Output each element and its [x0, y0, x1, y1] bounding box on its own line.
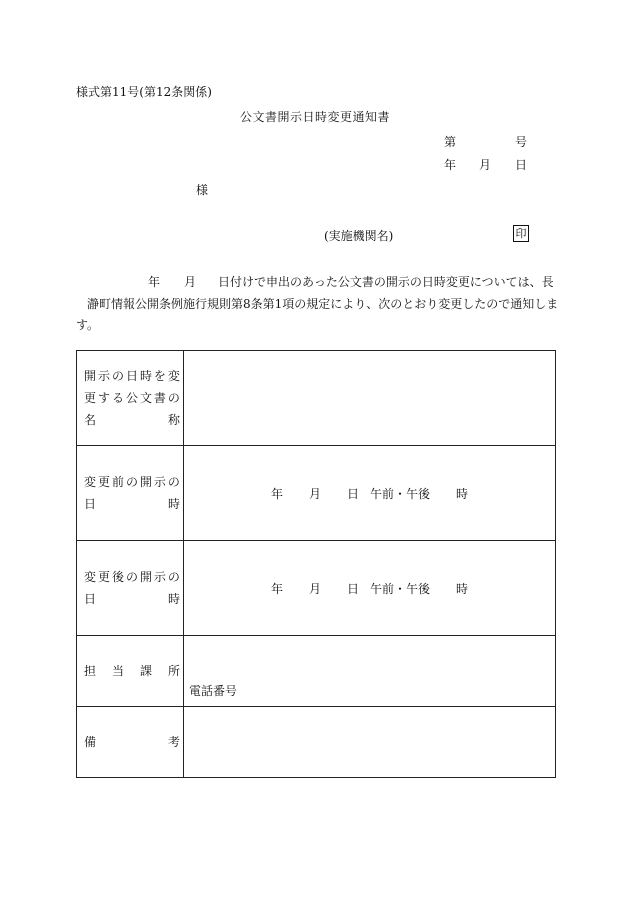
document-title: 公文書開示日時変更通知書: [239, 110, 390, 124]
label-line: [84, 409, 180, 431]
label-char: 変: [84, 570, 97, 584]
label-char: 考: [167, 735, 180, 749]
intro-line-1-text: 日付けで申出のあった公文書の開示の日時変更については、長: [218, 275, 554, 289]
label-line: [84, 493, 180, 515]
label-line: [84, 566, 180, 588]
value-remarks[interactable]: [184, 707, 556, 778]
date-year-label: 年: [444, 158, 457, 172]
label-line: [84, 660, 180, 682]
agency-name-label: (実施機関名): [324, 229, 394, 243]
intro-month: 月: [184, 275, 197, 289]
label-char: 変: [84, 475, 97, 489]
after-year: 年: [270, 581, 283, 596]
label-char: す: [97, 391, 110, 405]
seal-mark: 印: [513, 225, 529, 242]
label-line: [84, 588, 180, 610]
label-char: 備: [84, 735, 97, 749]
label-char: の: [167, 391, 180, 405]
label-line: [84, 365, 180, 387]
label-char: 当: [111, 664, 124, 678]
label-char: 開: [139, 475, 152, 489]
value-document-name[interactable]: [184, 351, 556, 446]
row-document-name: [77, 351, 556, 446]
date-month-label: 月: [479, 158, 492, 172]
value-after-datetime[interactable]: [184, 541, 556, 636]
label-char: 文: [139, 391, 152, 405]
label-char: 担: [84, 664, 97, 678]
label-after-datetime: [77, 541, 184, 636]
label-char: 名: [84, 413, 97, 427]
label-char: 示: [153, 570, 166, 584]
intro-line-1: [76, 272, 556, 294]
phone-number-label: 電話番号: [189, 684, 238, 698]
form-number: 様式第11号(第12条関係): [76, 85, 212, 99]
addressee-honorific: 様: [196, 183, 209, 197]
label-char: 時: [167, 497, 180, 511]
label-line: [84, 471, 180, 493]
label-char: 所: [167, 664, 180, 678]
row-after-datetime: [77, 541, 556, 636]
label-char: 時: [167, 592, 180, 606]
label-line: [84, 731, 180, 753]
label-char: の: [167, 475, 180, 489]
after-day: 日: [346, 581, 359, 596]
label-char: の: [125, 475, 138, 489]
label-char: 称: [167, 413, 180, 427]
value-department[interactable]: [184, 636, 556, 707]
label-char: 開: [84, 369, 97, 383]
label-char: 更: [97, 475, 110, 489]
label-char: 書: [153, 391, 166, 405]
date-day-label: 日: [515, 158, 528, 172]
intro-year: 年: [148, 275, 161, 289]
label-char: 示: [97, 369, 110, 383]
label-char: 後: [111, 570, 124, 584]
label-char: 示: [153, 475, 166, 489]
label-char: 日: [84, 497, 97, 511]
label-char: の: [167, 570, 180, 584]
after-month: 月: [308, 581, 321, 596]
label-char: 公: [125, 391, 138, 405]
intro-line-2: 瀞町情報公開条例施行規則第8条第1項の規定により、次のとおり変更したので通知しま: [87, 296, 559, 311]
label-char: る: [111, 391, 124, 405]
label-char: 日: [84, 592, 97, 606]
row-department: [77, 636, 556, 707]
label-char: を: [153, 369, 166, 383]
intro-paragraph: [76, 272, 559, 337]
label-char: 日: [125, 369, 138, 383]
document-number-prefix: 第: [444, 135, 457, 149]
label-document-name: [77, 351, 184, 446]
label-department: [77, 636, 184, 707]
label-char: の: [111, 369, 124, 383]
label-char: 時: [139, 369, 152, 383]
label-char: 更: [97, 570, 110, 584]
label-char: 更: [84, 391, 97, 405]
before-day: 日: [346, 486, 359, 501]
row-before-datetime: [77, 446, 556, 541]
label-char: 開: [139, 570, 152, 584]
label-line: [84, 387, 180, 409]
after-ampm: 午前・午後: [370, 581, 431, 596]
after-hour: 時: [456, 581, 469, 596]
value-before-datetime[interactable]: [184, 446, 556, 541]
label-char: 前: [111, 475, 124, 489]
intro-line-3: す。: [76, 318, 100, 332]
notice-table: [76, 350, 556, 778]
before-hour: 時: [456, 486, 469, 501]
label-before-datetime: [77, 446, 184, 541]
label-char: の: [125, 570, 138, 584]
label-char: 課: [139, 664, 152, 678]
label-remarks: [77, 707, 184, 778]
before-year: 年: [270, 486, 283, 501]
before-month: 月: [308, 486, 321, 501]
label-char: 変: [167, 369, 180, 383]
document-number-suffix: 号: [515, 135, 528, 149]
row-remarks: [77, 707, 556, 778]
before-ampm: 午前・午後: [370, 486, 431, 501]
